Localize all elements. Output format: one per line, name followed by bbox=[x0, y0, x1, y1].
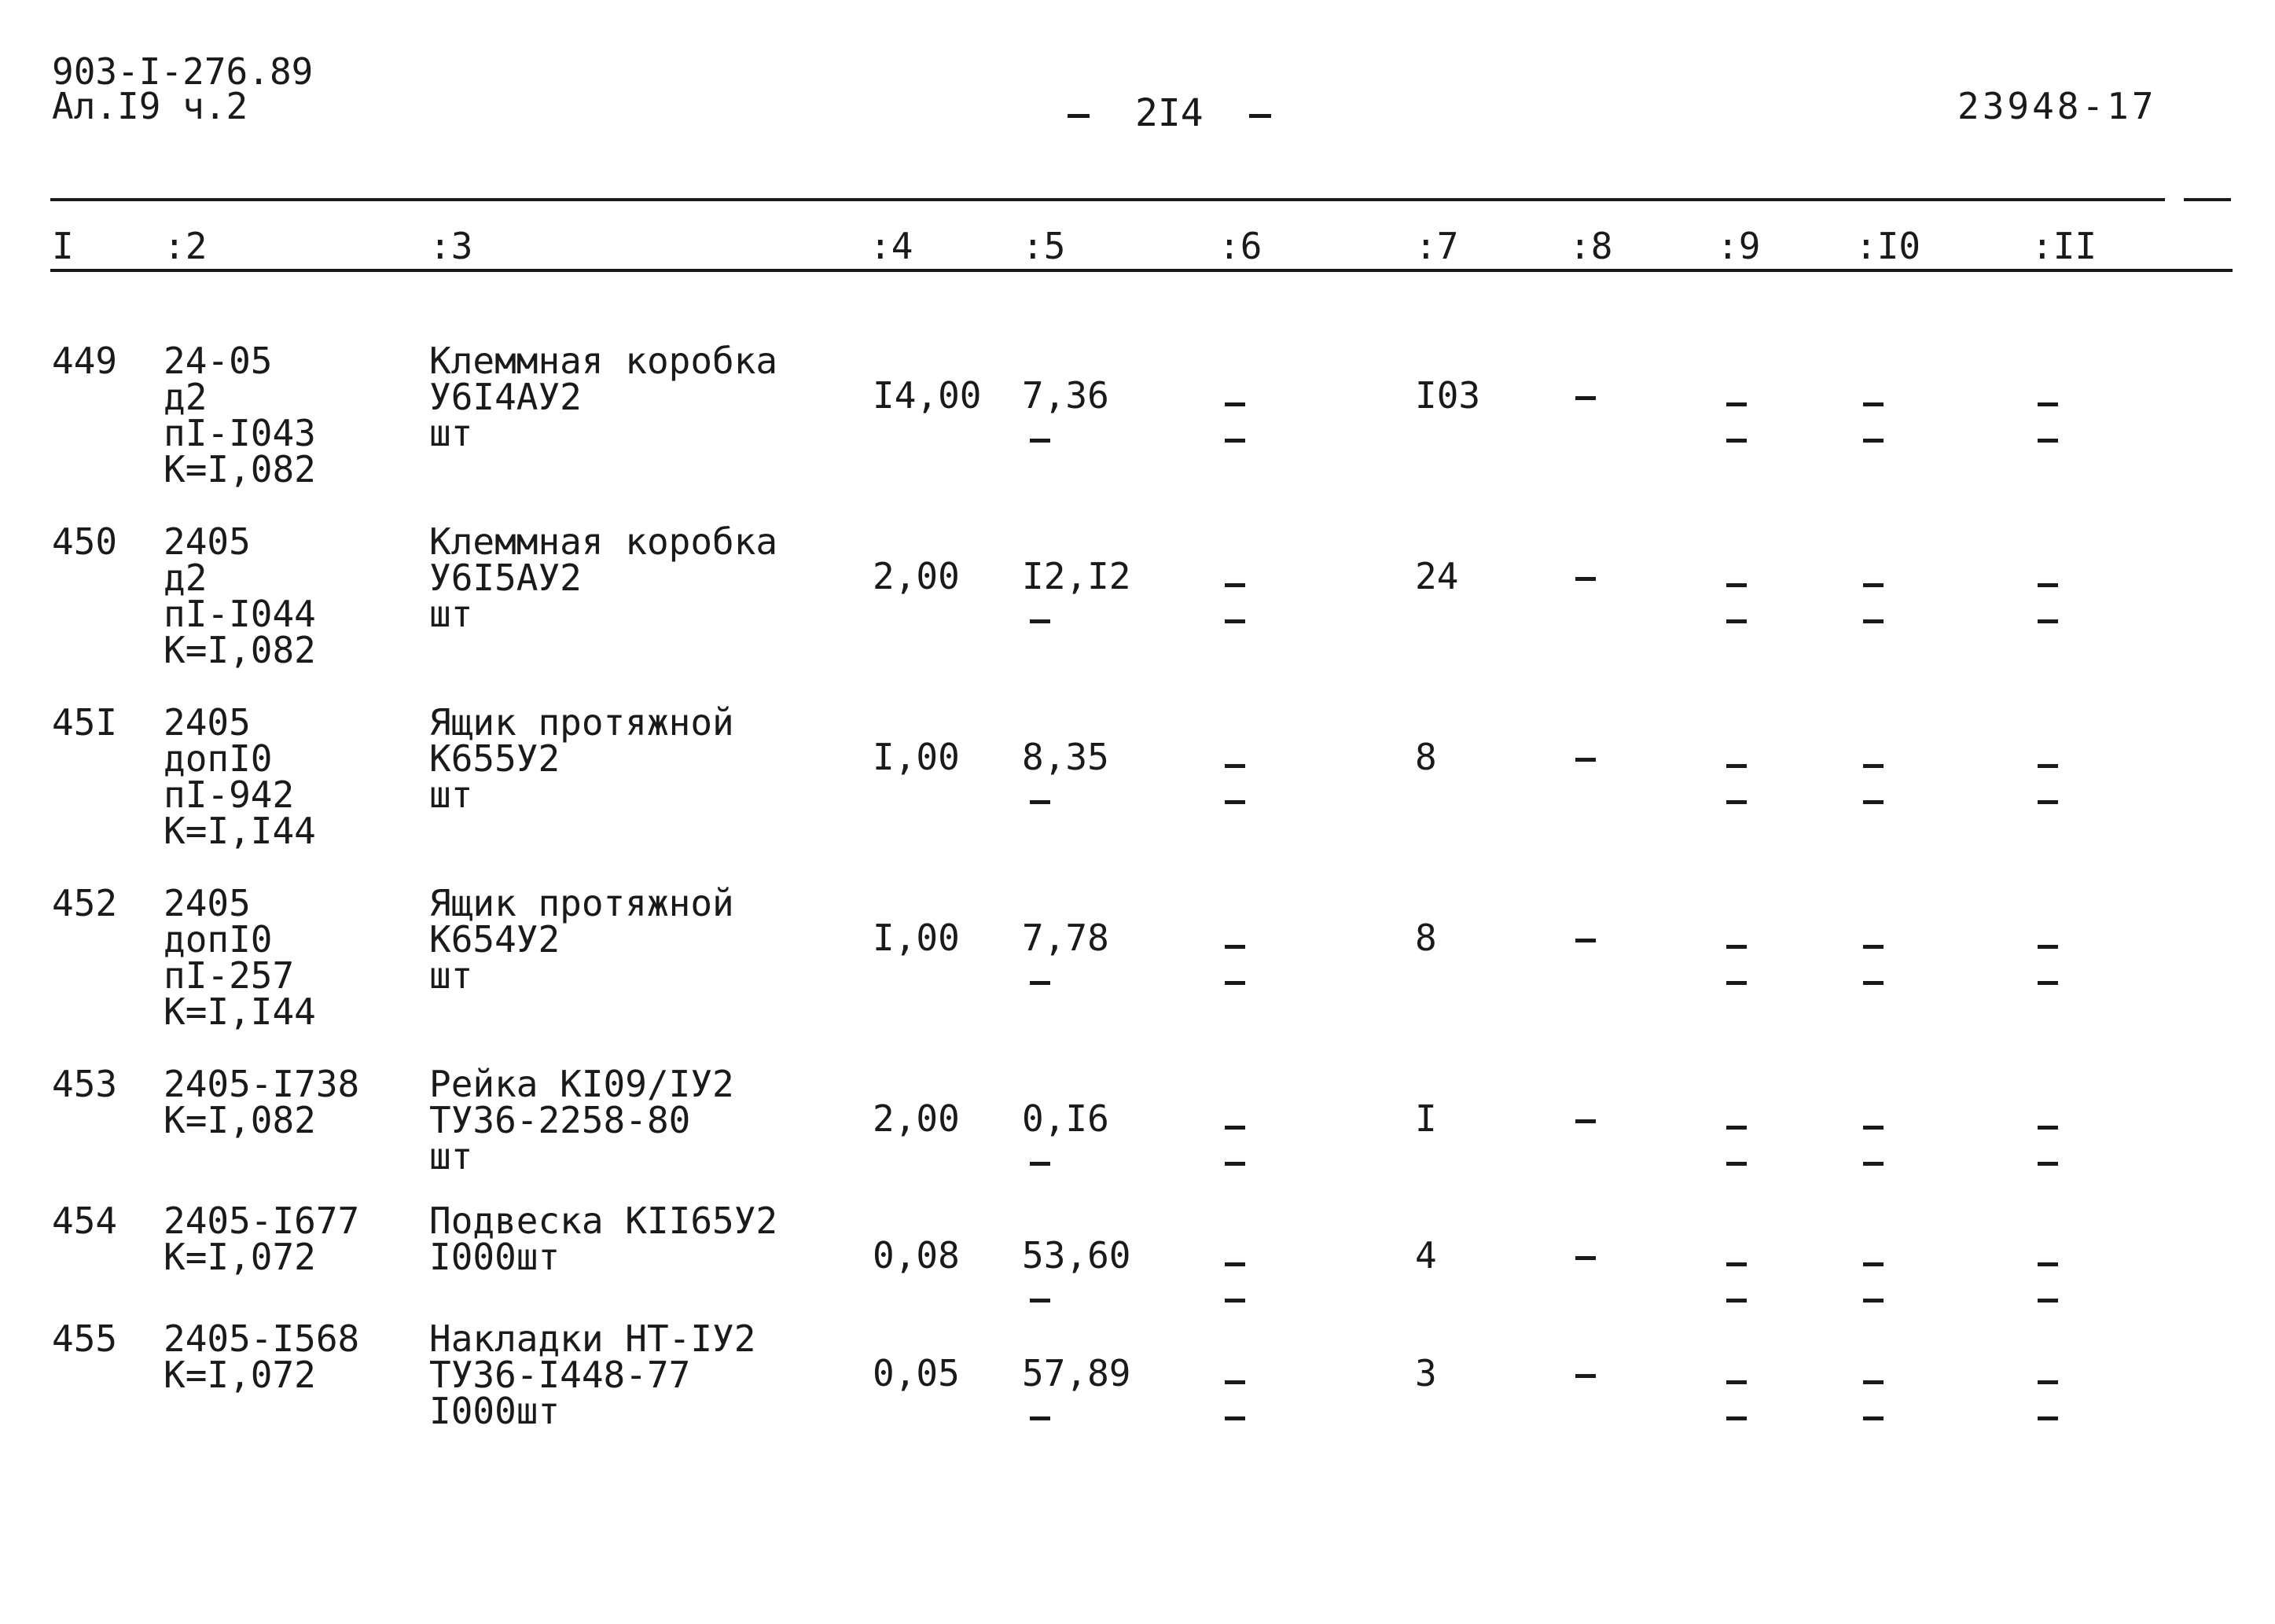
dash-col11 bbox=[2038, 1162, 2058, 1166]
row-quantity: 2,00 bbox=[873, 1097, 960, 1140]
row-number: 453 bbox=[52, 1063, 118, 1105]
dash-col11 bbox=[2038, 1299, 2058, 1303]
dash-col10 bbox=[1863, 1380, 1884, 1384]
row-unit-cost: 57,89 bbox=[1022, 1352, 1131, 1394]
row-code-line: К=I,082 bbox=[164, 448, 316, 491]
row-number: 45I bbox=[52, 701, 118, 744]
column-header-11: :II bbox=[2031, 225, 2097, 267]
dash-col6 bbox=[1225, 1299, 1245, 1303]
row-name-line: I000шт bbox=[429, 1390, 560, 1432]
dash-col5 bbox=[1030, 800, 1050, 804]
dash-col9 bbox=[1726, 439, 1747, 443]
dash-col5 bbox=[1030, 981, 1050, 985]
row-quantity: 0,08 bbox=[873, 1234, 960, 1277]
row-code-line: пI-I044 bbox=[164, 593, 316, 635]
column-header-6: :6 bbox=[1218, 225, 1262, 267]
row-total: 3 bbox=[1415, 1352, 1437, 1394]
row-quantity: 2,00 bbox=[873, 555, 960, 597]
row-name-line: Подвеска КII65У2 bbox=[429, 1200, 778, 1242]
inventory-number: 23948-17 bbox=[1957, 85, 2157, 127]
dash-col6 bbox=[1225, 764, 1245, 768]
dash-col6 bbox=[1225, 1416, 1245, 1420]
dash-col8 bbox=[1575, 577, 1596, 581]
dash-col11 bbox=[2038, 402, 2058, 406]
row-unit-cost: 53,60 bbox=[1022, 1234, 1131, 1277]
row-number: 452 bbox=[52, 882, 118, 924]
row-unit-cost: 8,35 bbox=[1022, 736, 1109, 778]
row-code-line: 2405-I738 bbox=[164, 1063, 360, 1105]
dash-col9 bbox=[1726, 583, 1747, 587]
row-code-line: 2405 bbox=[164, 882, 251, 924]
row-code-line: 2405-I568 bbox=[164, 1317, 360, 1360]
row-code-line: К=I,082 bbox=[164, 1099, 316, 1141]
row-code-line: пI-942 bbox=[164, 773, 295, 816]
dash-col10 bbox=[1863, 439, 1884, 443]
row-total: 8 bbox=[1415, 736, 1437, 778]
row-code-line: пI-257 bbox=[164, 954, 295, 997]
dash-col11 bbox=[2038, 1126, 2058, 1130]
row-name-line: Клеммная коробка bbox=[429, 520, 778, 563]
row-name-line: Накладки НТ-IУ2 bbox=[429, 1317, 756, 1360]
page-dash-left bbox=[1068, 114, 1090, 118]
row-quantity: I,00 bbox=[873, 917, 960, 959]
row-code-line: 2405-I677 bbox=[164, 1200, 360, 1242]
dash-col8 bbox=[1575, 396, 1596, 400]
dash-col9 bbox=[1726, 402, 1747, 406]
dash-col11 bbox=[2038, 945, 2058, 949]
row-number: 454 bbox=[52, 1200, 118, 1242]
dash-col10 bbox=[1863, 1299, 1884, 1303]
row-name-line: шт bbox=[429, 412, 473, 454]
row-name-line: У6I4АУ2 bbox=[429, 376, 582, 418]
dash-col9 bbox=[1726, 1262, 1747, 1266]
dash-col6 bbox=[1225, 1126, 1245, 1130]
row-number: 455 bbox=[52, 1317, 118, 1360]
dash-col6 bbox=[1225, 402, 1245, 406]
dash-col11 bbox=[2038, 800, 2058, 804]
column-header-1: I bbox=[52, 225, 74, 267]
dash-col6 bbox=[1225, 981, 1245, 985]
dash-col11 bbox=[2038, 1380, 2058, 1384]
row-code-line: К=I,082 bbox=[164, 629, 316, 671]
dash-col9 bbox=[1726, 1162, 1747, 1166]
row-name-line: I000шт bbox=[429, 1236, 560, 1278]
dash-col8 bbox=[1575, 939, 1596, 942]
dash-col6 bbox=[1225, 1262, 1245, 1266]
dash-col9 bbox=[1726, 1416, 1747, 1420]
column-header-4: :4 bbox=[869, 225, 913, 267]
column-header-3: :3 bbox=[429, 225, 473, 267]
row-code-line: К=I,I44 bbox=[164, 810, 316, 852]
dash-col8 bbox=[1575, 758, 1596, 762]
row-name-line: К654У2 bbox=[429, 918, 560, 961]
row-name-line: Ящик протяжной bbox=[429, 701, 734, 744]
dash-col8 bbox=[1575, 1256, 1596, 1260]
row-unit-cost: 7,78 bbox=[1022, 917, 1109, 959]
row-name-line: шт bbox=[429, 954, 473, 997]
dash-col5 bbox=[1030, 1162, 1050, 1166]
row-code-line: К=I,072 bbox=[164, 1236, 316, 1278]
header-rule-top-end bbox=[2184, 198, 2231, 201]
page-number bbox=[1022, 91, 1317, 135]
dash-col10 bbox=[1863, 945, 1884, 949]
row-name-line: шт bbox=[429, 1135, 473, 1178]
row-total: I bbox=[1415, 1097, 1437, 1140]
dash-col10 bbox=[1863, 583, 1884, 587]
row-name-line: Клеммная коробка bbox=[429, 340, 778, 382]
dash-col10 bbox=[1863, 402, 1884, 406]
dash-col10 bbox=[1863, 1126, 1884, 1130]
row-name-line: Рейка КI09/IУ2 bbox=[429, 1063, 734, 1105]
row-name-line: У6I5АУ2 bbox=[429, 557, 582, 599]
dash-col10 bbox=[1863, 1262, 1884, 1266]
dash-col6 bbox=[1225, 619, 1245, 623]
dash-col6 bbox=[1225, 1162, 1245, 1166]
dash-col8 bbox=[1575, 1374, 1596, 1378]
dash-col5 bbox=[1030, 1416, 1050, 1420]
row-code-line: К=I,072 bbox=[164, 1354, 316, 1396]
document-sheet-ref: Ал.I9 ч.2 bbox=[52, 85, 248, 127]
row-code-line: допI0 bbox=[164, 737, 273, 780]
row-total: 24 bbox=[1415, 555, 1459, 597]
row-quantity: I,00 bbox=[873, 736, 960, 778]
row-code-line: 2405 bbox=[164, 520, 251, 563]
dash-col9 bbox=[1726, 800, 1747, 804]
page-number-value: 2I4 bbox=[1135, 91, 1204, 135]
dash-col10 bbox=[1863, 1416, 1884, 1420]
dash-col11 bbox=[2038, 1262, 2058, 1266]
row-total: I03 bbox=[1415, 374, 1481, 417]
dash-col11 bbox=[2038, 619, 2058, 623]
dash-col6 bbox=[1225, 945, 1245, 949]
dash-col11 bbox=[2038, 1416, 2058, 1420]
document-code: 903-I-276.89 bbox=[52, 50, 314, 93]
row-code-line: пI-I043 bbox=[164, 412, 316, 454]
column-header-10: :I0 bbox=[1855, 225, 1921, 267]
column-header-2: :2 bbox=[164, 225, 208, 267]
row-code-line: д2 bbox=[164, 557, 208, 599]
row-name-line: шт bbox=[429, 773, 473, 816]
row-name-line: ТУ36-2258-80 bbox=[429, 1099, 691, 1141]
column-header-8: :8 bbox=[1569, 225, 1613, 267]
dash-col10 bbox=[1863, 1162, 1884, 1166]
row-unit-cost: I2,I2 bbox=[1022, 555, 1131, 597]
column-header-9: :9 bbox=[1717, 225, 1761, 267]
dash-col11 bbox=[2038, 981, 2058, 985]
column-header-5: :5 bbox=[1022, 225, 1066, 267]
dash-col5 bbox=[1030, 1299, 1050, 1303]
dash-col11 bbox=[2038, 764, 2058, 768]
row-code-line: 2405 bbox=[164, 701, 251, 744]
dash-col5 bbox=[1030, 439, 1050, 443]
dash-col11 bbox=[2038, 439, 2058, 443]
dash-col8 bbox=[1575, 1119, 1596, 1123]
dash-col5 bbox=[1030, 619, 1050, 623]
dash-col9 bbox=[1726, 981, 1747, 985]
dash-col6 bbox=[1225, 800, 1245, 804]
row-total: 8 bbox=[1415, 917, 1437, 959]
dash-col10 bbox=[1863, 619, 1884, 623]
row-code-line: 24-05 bbox=[164, 340, 273, 382]
header-rule-bottom bbox=[50, 269, 2233, 272]
row-quantity: I4,00 bbox=[873, 374, 982, 417]
row-number: 449 bbox=[52, 340, 118, 382]
page-dash-right bbox=[1249, 114, 1271, 118]
dash-col9 bbox=[1726, 1299, 1747, 1303]
row-name-line: шт bbox=[429, 593, 473, 635]
row-number: 450 bbox=[52, 520, 118, 563]
dash-col6 bbox=[1225, 1380, 1245, 1384]
dash-col10 bbox=[1863, 800, 1884, 804]
row-unit-cost: 0,I6 bbox=[1022, 1097, 1109, 1140]
row-code-line: д2 bbox=[164, 376, 208, 418]
row-name-line: Ящик протяжной bbox=[429, 882, 734, 924]
dash-col9 bbox=[1726, 619, 1747, 623]
dash-col10 bbox=[1863, 764, 1884, 768]
dash-col6 bbox=[1225, 439, 1245, 443]
dash-col9 bbox=[1726, 764, 1747, 768]
row-total: 4 bbox=[1415, 1234, 1437, 1277]
row-quantity: 0,05 bbox=[873, 1352, 960, 1394]
row-name-line: К655У2 bbox=[429, 737, 560, 780]
dash-col9 bbox=[1726, 1126, 1747, 1130]
header-rule-top bbox=[50, 198, 2165, 201]
dash-col9 bbox=[1726, 1380, 1747, 1384]
dash-col11 bbox=[2038, 583, 2058, 587]
row-unit-cost: 7,36 bbox=[1022, 374, 1109, 417]
row-code-line: К=I,I44 bbox=[164, 990, 316, 1033]
dash-col6 bbox=[1225, 583, 1245, 587]
dash-col10 bbox=[1863, 981, 1884, 985]
column-header-7: :7 bbox=[1415, 225, 1459, 267]
row-name-line: ТУ36-I448-77 bbox=[429, 1354, 691, 1396]
dash-col9 bbox=[1726, 945, 1747, 949]
row-code-line: допI0 bbox=[164, 918, 273, 961]
